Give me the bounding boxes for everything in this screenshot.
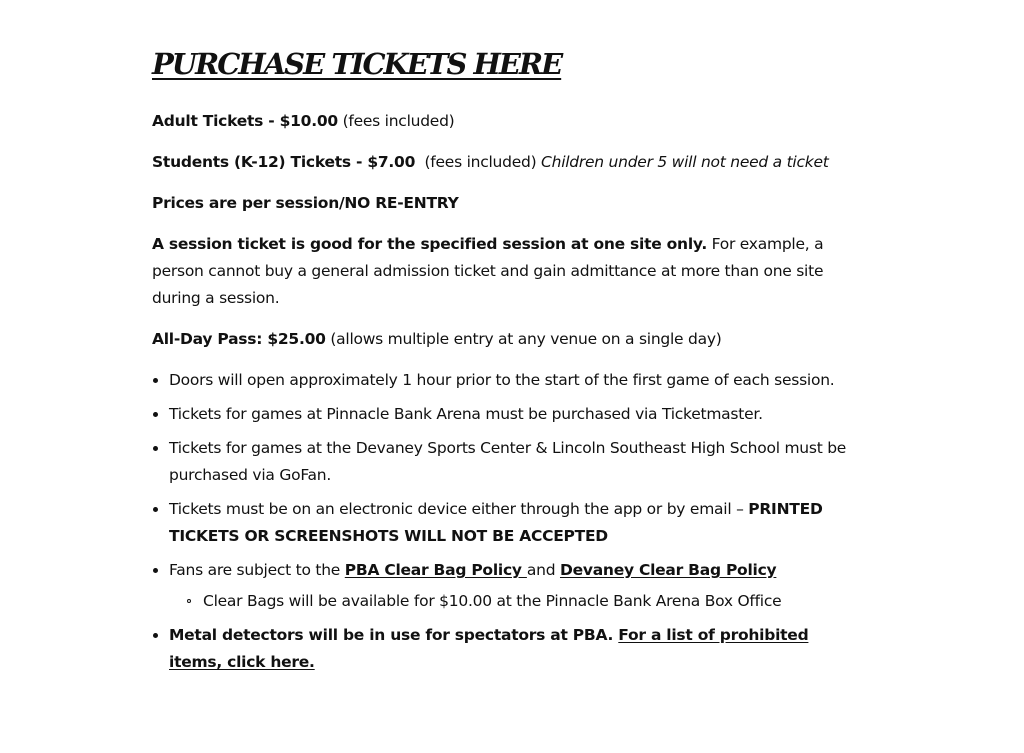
session-info <box>152 231 852 312</box>
all-day-pass-note: (allows multiple entry at any venue on a single day) <box>325 330 722 348</box>
list-item-devaney-gofan: Tickets for games at the Devaney Sports Center & Lincoln Southeast High School must be purchased via GoFan. <box>152 435 852 489</box>
student-tickets-note: (fees included) <box>415 153 542 171</box>
student-tickets-line <box>152 149 852 176</box>
list-item-clear-bags-available: Clear Bags will be available for $10.00 at the Pinnacle Bank Arena Box Office <box>186 588 852 615</box>
all-day-pass-line <box>152 326 852 353</box>
list-item-doors: Doors will open approximately 1 hour prior to the start of the first game of each session. <box>152 367 852 394</box>
adult-tickets-price: Adult Tickets - $10.00 <box>152 112 338 130</box>
ticket-rules-list <box>152 367 852 676</box>
ticket-info-document <box>152 44 852 683</box>
children-note: Children under 5 will not need a ticket <box>541 153 829 171</box>
pba-clear-bag-policy-link[interactable]: PBA Clear Bag Policy <box>344 561 527 579</box>
metal-detectors-text: Metal detectors will be in use for spectators at PBA. <box>169 626 619 644</box>
clear-bag-and: and <box>526 561 560 579</box>
printed-warning: PRINTED TICKETS OR SCREENSHOTS WILL NOT BE ACCEPTED <box>169 500 823 545</box>
session-rule-text: Prices are per session/NO RE-ENTRY <box>152 194 459 212</box>
clear-bag-prefix: Fans are subject to the <box>169 561 345 579</box>
list-item-clear-bag <box>152 557 852 615</box>
devaney-clear-bag-policy-link[interactable]: Devaney Clear Bag Policy <box>559 561 777 579</box>
list-item-pba-ticketmaster: Tickets for games at Pinnacle Bank Arena must be purchased via Ticketmaster. <box>152 401 852 428</box>
session-rule <box>152 190 852 217</box>
prohibited-items-link[interactable]: For a list of prohibited items, click here. <box>169 626 809 671</box>
list-item-electronic <box>152 496 852 550</box>
adult-tickets-line <box>152 108 852 135</box>
adult-tickets-note: (fees included) <box>337 112 455 130</box>
student-tickets-price: Students (K-12) Tickets - $7.00 <box>152 153 416 171</box>
clear-bag-sublist <box>169 588 852 615</box>
all-day-pass-price: All-Day Pass: $25.00 <box>152 330 326 348</box>
list-item-metal-detectors <box>152 622 852 676</box>
session-info-bold: A session ticket is good for the specified session at one site only. <box>152 235 707 253</box>
page-title: PURCHASE TICKETS HERE <box>152 47 562 81</box>
electronic-text: Tickets must be on an electronic device either through the app or by email – <box>169 500 749 518</box>
session-info-rest: For example, a person cannot buy a general admission ticket and gain admittance at more than one site during a session. <box>152 235 824 307</box>
